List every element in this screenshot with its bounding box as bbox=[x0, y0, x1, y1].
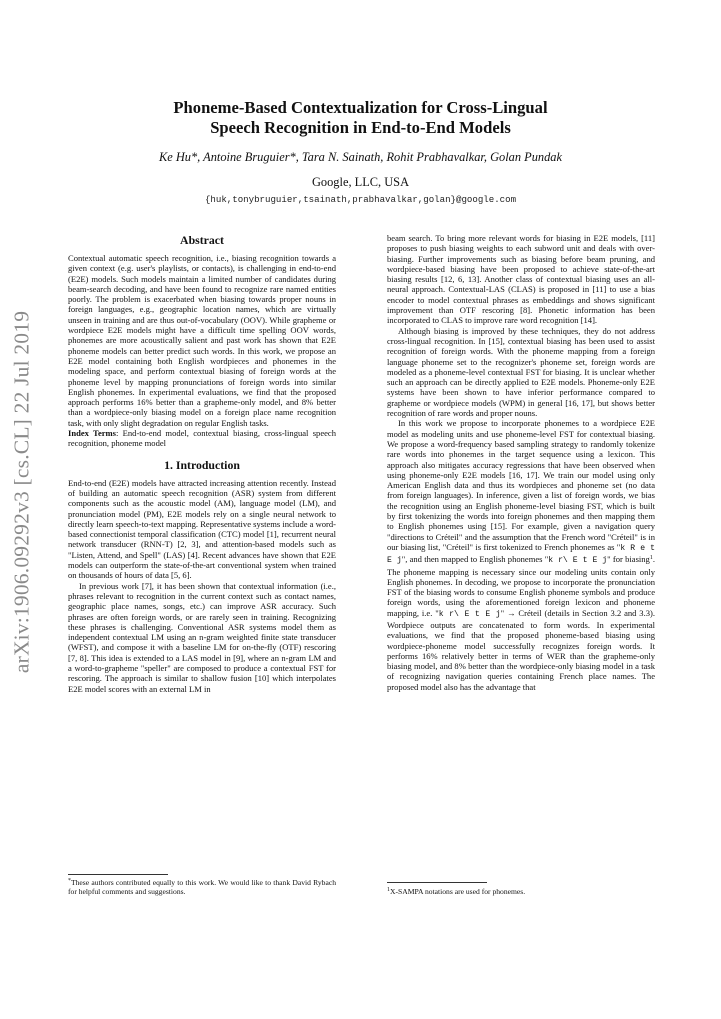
abstract-text: Contextual automatic speech recognition, i.e., biasing recognition towards a given context (e.g. user's playlists, or contacts), is challenging in end-to-end (E2E) models. Such models maintain a limited number of candidates during beam-search decoding, and have been found to recognize rare named entities poorly. The problem is exacerbated when biasing towards proper nouns in foreign languages, e.g., geographic location names, which are virtually unseen in training and are thus out-of-vocabulary (OOV). While grapheme or wordpiece E2E models might have a difficult time spelling OOV words, phonemes are more acoustically salient and past work has shown that E2E phoneme models can better predict such words. In this work, we propose an E2E model containing both English wordpieces and phonemes in the modeling space, and perform contextual biasing of foreign words at the phoneme level by mapping pronunciations of foreign words into similar English phonemes. In experimental evaluations, we find that the proposed approach performs 16% better than a grapheme-only model, and 8% better than a wordpiece-only biasing model on a foreign place name recognition task, with only slight degradation on regular English tasks. bbox=[68, 253, 336, 428]
title-line-1: Phoneme-Based Contextualization for Cross-Lingual bbox=[173, 98, 548, 117]
footnote-left-mark: * bbox=[68, 878, 71, 884]
abstract-heading: Abstract bbox=[180, 233, 224, 247]
french-phonemes: k R e t E j bbox=[387, 543, 656, 566]
footnote-rule-left bbox=[68, 874, 168, 875]
english-phonemes-decoding: k r\ E t E j bbox=[438, 609, 501, 619]
footnote-xsampa bbox=[387, 887, 655, 896]
p3-text-b: ", and then mapped to English phonemes " bbox=[401, 554, 549, 565]
p3-text-e: " → Créteil (details in Section 3.2 and 3.3). Wordpiece outputs are concatenated to form words. In experimental evaluations, we find that the proposed phoneme-based biasing using wordpiece-phoneme model successfully recognizes foreign words. It performs 16% relatively better in terms of WER than the grapheme-only biasing model, and 8% better than the wordpiece-only biasing model in a task of recognizing navigation queries containing French place names. The proposed model also has the advantage that bbox=[387, 607, 655, 692]
footnote-equal-contribution bbox=[68, 878, 336, 896]
author-emails: {huk,tonybruguier,tsainath,prabhavalkar,golan}@google.com bbox=[204, 194, 517, 205]
footnote-right-text: X-SAMPA notations are used for phonemes. bbox=[390, 887, 526, 896]
affiliation: Google, LLC, USA bbox=[311, 175, 410, 189]
left-column bbox=[68, 233, 336, 694]
right-paragraph-3 bbox=[387, 418, 655, 692]
footnote-rule-right bbox=[387, 882, 487, 883]
paper-title bbox=[60, 98, 661, 138]
footnote-marker-1: 1 bbox=[649, 555, 653, 562]
intro-paragraph-2: In previous work [7], it has been shown that contextual information (i.e., phrases relevant to recognition in the current context such as contact names, geographic place names, songs, etc.) can improve ASR accuracy. Such phrases are often foreign words, or are rarely seen in training. Recognizing these phrases is challenging. Conventional ASR systems model them as independent contextual LM using an n-gram weighted finite state transducer (WFST), and compose it with a baseline LM for on-the-fly (OTF) rescoring [7, 8]. This idea is extended to a LAS model in [9], where an n-gram LM and a word-to-grapheme "speller" are composed to produce a contextual FST for rescoring. The approach is similar to shallow fusion [10] which interpolates E2E model scores with an external LM in bbox=[68, 580, 336, 694]
p3-text-d: . The phoneme mapping is necessary since our modeling units contain only English phonemes. In decoding, we propose to incorporate the pronunciation FST of the biasing words to consume English phoneme symbols and produce foreign words, using the aforementioned foreign lexicon and phoneme mapping, i.e. " bbox=[387, 554, 655, 618]
title-block bbox=[60, 98, 661, 205]
arxiv-id: arXiv:1906.09292v3 [cs.CL] 22 Jul 2019 bbox=[9, 310, 34, 674]
right-paragraph-2: Although biasing is improved by these techniques, they do not address cross-lingual recognition. In [15], contextual biasing has been used to assist recognition of foreign words. With the phoneme mapping from a foreign language phoneme set to the recognizer's phoneme set, foreign words are modeled as a phoneme-level contextual FST for biasing. It is unclear whether such an approach can be directly applied to E2E models. Phoneme-only E2E systems have been shown to have inferior performance compared to grapheme or wordpiece models (WPM) in general [16, 17], but shows better recognition of rare words and proper nouns. bbox=[387, 325, 655, 419]
footnote-right-mark: 1 bbox=[387, 887, 390, 893]
p3-text-a: In this work we propose to incorporate phonemes to a wordpiece E2E model as modeling units and use phoneme-level FST for contextual biasing. We propose a word-frequency based sampling strategy to randomly tokenize rare words into phonemes in the target sequence using a lexicon. This approach also mitigates accuracy regressions that have been observed when using phoneme-only E2E models [16, 17]. We train our model using only American English data and thus its wordpieces and phoneme set (no data from foreign languages). In inference, given a list of foreign words, we bias the recognition using an English phoneme-level biasing FST, which is built by first tokenizing the words into foreign phonemes and then mapping them to English phonemes using [15]. For example, given a navigation query "directions to Créteil" and the assumption that the French word "Créteil" is in our biasing list, "Créteil" is first tokenized to French phonemes as " bbox=[387, 418, 655, 552]
intro-paragraph-1: End-to-end (E2E) models have attracted increasing attention recently. Instead of building an automatic speech recognition (ASR) system from different components such as the acoustic model (AM), language model (LM), and pronunciation model (PM), E2E models rely on a single neural network to directly learn speech-to-text mapping. Representative systems include a word-based connectionist temporal classification (CTC) model [1], recurrent neural network transducer (RNN-T) [2, 3], and attention-based models such as "Listen, Attend, and Spell" (LAS) [4]. Recent advances have shown that E2E models can outperform the state-of-the-art conventional system when trained on thousands of hours of data [5, 6]. bbox=[68, 477, 336, 581]
arxiv-stamp bbox=[2, 310, 42, 674]
introduction-heading: 1. Introduction bbox=[164, 457, 240, 472]
footnote-left-text: These authors contributed equally to this work. We would like to thank David Rybach for helpful comments and suggestions. bbox=[68, 878, 336, 896]
right-column bbox=[387, 233, 655, 692]
right-paragraph-1: beam search. To bring more relevant words for biasing in E2E models, [11] proposes to push biasing weights to each subword unit and deals with over-biasing. Further improvements such as biasing before beam pruning, and wordpiece-based biasing have been proposed to achieve state-of-the-art biasing results [12, 6, 13]. Another class of contextual biasing uses an all-neural approach. Contextual-LAS (CLAS) is proposed in [11] to use a bias encoder to model contextual phrases as embeddings and shows significant improvement than OTF rescoring [8]. Phonetic information has been incorporated to CLAS to improve rare word recognition [14]. bbox=[387, 233, 655, 326]
author-list: Ke Hu*, Antoine Bruguier*, Tara N. Sainath, Rohit Prabhavalkar, Golan Pundak bbox=[158, 150, 563, 164]
title-line-2: Speech Recognition in End-to-End Models bbox=[210, 118, 511, 137]
index-terms-text: : End-to-end model, contextual biasing, cross-lingual speech recognition, phoneme model bbox=[68, 428, 336, 449]
index-terms-label: Index Terms bbox=[68, 428, 116, 439]
p3-text-c: " for biasing bbox=[607, 554, 650, 565]
index-terms bbox=[68, 428, 336, 449]
english-phonemes: k r\ E t E j bbox=[548, 556, 608, 566]
